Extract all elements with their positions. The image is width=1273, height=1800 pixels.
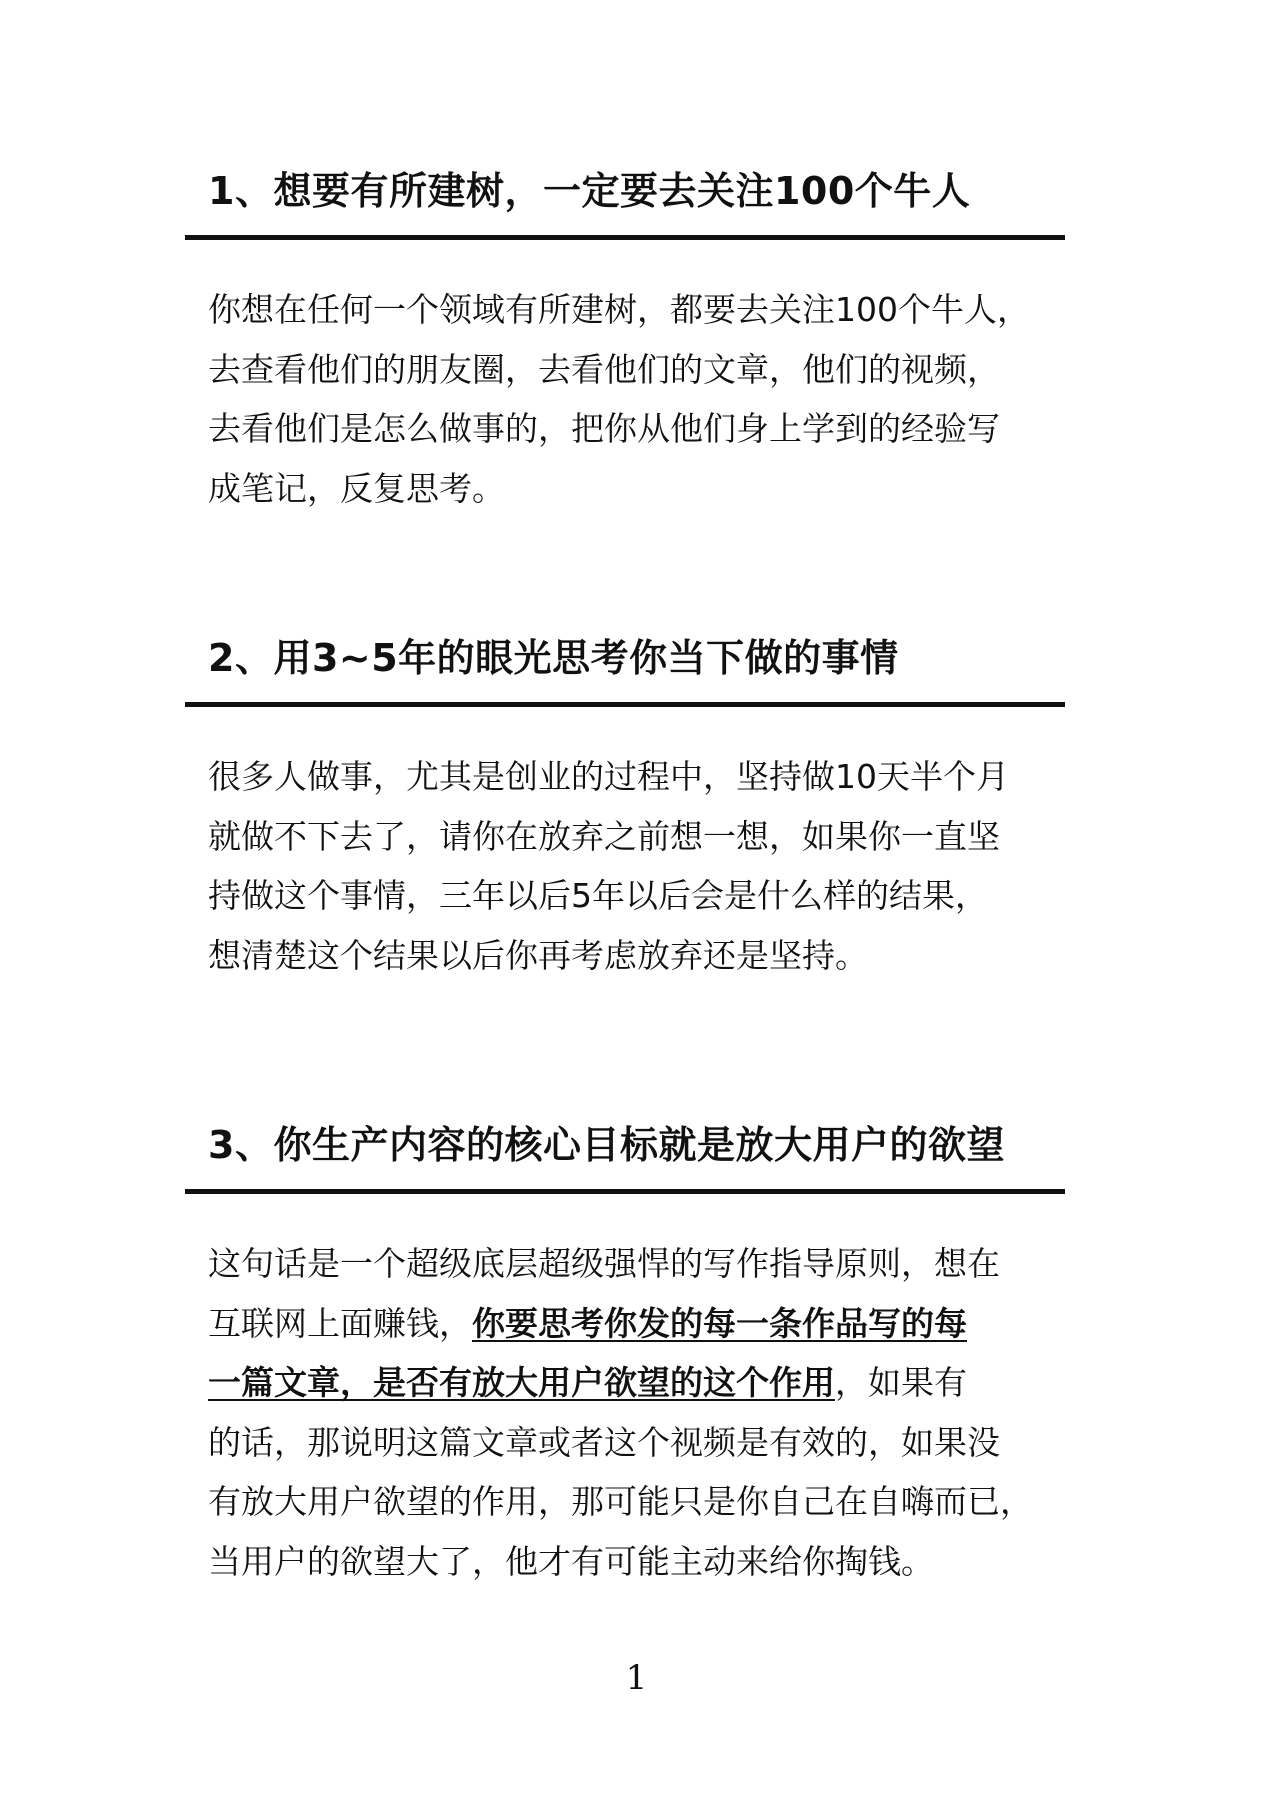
section-3-line-2 bbox=[208, 1294, 1038, 1354]
section-1-line-3: 去看他们是怎么做事的，把你从他们身上学到的经验写 bbox=[208, 409, 1000, 448]
section-3-line-5: 有放大用户欲望的作用，那可能只是你自己在自嗨而已， bbox=[208, 1482, 1033, 1521]
section-2-title: 2、用3~5年的眼光思考你当下做的事情 bbox=[208, 636, 899, 680]
section-1-title: 1、想要有所建树，一定要去关注100个牛人 bbox=[208, 169, 971, 213]
section-3-line-3-plain: ，如果有 bbox=[835, 1363, 967, 1402]
section-2-line-2: 就做不下去了，请你在放弃之前想一想，如果你一直坚 bbox=[208, 816, 1000, 856]
section-1-line-1: 你想在任何一个领域有所建树，都要去关注100个牛人， bbox=[208, 290, 1030, 329]
section-3-divider bbox=[185, 1189, 1065, 1194]
section-3-body bbox=[208, 1234, 1038, 1591]
section-3-title: 3、你生产内容的核心目标就是放大用户的欲望 bbox=[208, 1123, 1005, 1167]
section-2-line-3: 持做这个事情，三年以后5年以后会是什么样的结果， bbox=[208, 876, 988, 915]
section-3-line-2-plain: 互联网上面赚钱， bbox=[208, 1303, 472, 1343]
section-3-line-6: 当用户的欲望大了，他才有可能主动来给你掏钱。 bbox=[208, 1541, 934, 1581]
section-3-line-1: 这句话是一个超级底层超级强悍的写作指导原则，想在 bbox=[208, 1244, 1000, 1283]
section-2-line-1: 很多人做事，尤其是创业的过程中，坚持做10天半个月 bbox=[208, 757, 1009, 796]
section-2-divider bbox=[185, 702, 1065, 707]
section-2-body bbox=[208, 747, 1038, 985]
section-2-line-4: 想清楚这个结果以后你再考虑放弃还是坚持。 bbox=[208, 935, 868, 975]
section-3-emphasis-part-1: 你要思考你发的每一条作品写的每 bbox=[472, 1303, 967, 1343]
section-1-body bbox=[208, 280, 1038, 518]
section-3-emphasis-part-2: 一篇文章，是否有放大用户欲望的这个作用 bbox=[208, 1363, 835, 1402]
section-3-line-4: 的话，那说明这篇文章或者这个视频是有效的，如果没 bbox=[208, 1422, 1000, 1462]
section-3-line-3 bbox=[208, 1353, 1038, 1413]
section-1-divider bbox=[185, 235, 1065, 240]
page-number: 1 bbox=[625, 1658, 648, 1698]
section-1-line-4: 成笔记，反复思考。 bbox=[208, 468, 505, 508]
section-1-line-2: 去查看他们的朋友圈，去看他们的文章，他们的视频， bbox=[208, 349, 1000, 389]
